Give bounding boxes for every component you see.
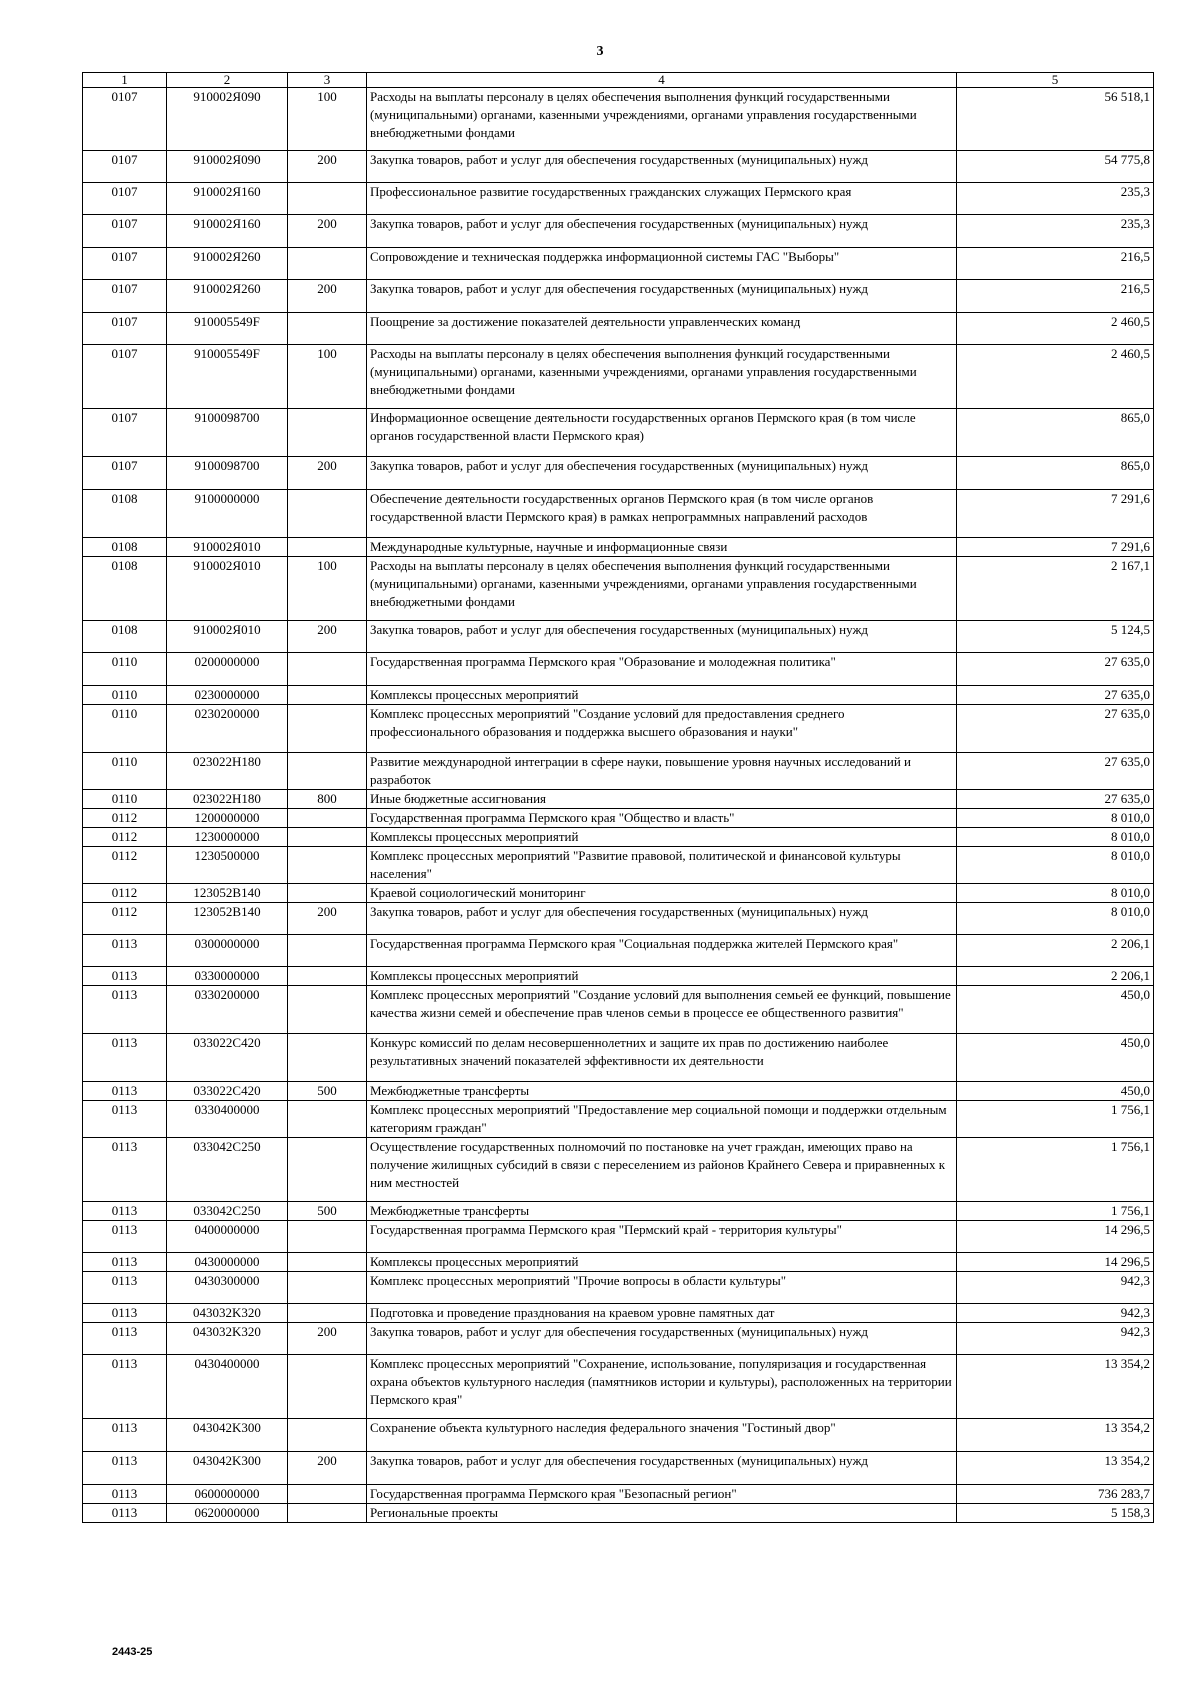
table-row <box>83 847 1154 884</box>
table-row <box>83 986 1154 1034</box>
section-code-cell: 0113 <box>83 1504 167 1523</box>
description-cell: Расходы на выплаты персоналу в целях обеспечения выполнения функций государственными (муниципальными) органами, казенными учреждениями, органами управления государственными внебюджетными фондами <box>367 88 957 151</box>
section-code-cell: 0110 <box>83 753 167 790</box>
table-row <box>83 248 1154 280</box>
section-code-cell: 0110 <box>83 705 167 753</box>
target-article-cell: 9100098700 <box>167 409 288 457</box>
table-row <box>83 1504 1154 1523</box>
amount-cell: 450,0 <box>957 986 1154 1034</box>
section-code-cell: 0107 <box>83 183 167 215</box>
amount-cell: 235,3 <box>957 215 1154 248</box>
description-cell: Сопровождение и техническая поддержка информационной системы ГАС "Выборы" <box>367 248 957 280</box>
expense-type-cell: 200 <box>288 903 367 935</box>
target-article-cell: 033042C250 <box>167 1202 288 1221</box>
table-row <box>83 1138 1154 1202</box>
table-row <box>83 621 1154 653</box>
table-row <box>83 686 1154 705</box>
amount-cell: 27 635,0 <box>957 686 1154 705</box>
description-cell: Государственная программа Пермского края "Безопасный регион" <box>367 1485 957 1504</box>
target-article-cell: 023022H180 <box>167 790 288 809</box>
amount-cell: 865,0 <box>957 457 1154 490</box>
target-article-cell: 0430000000 <box>167 1253 288 1272</box>
description-cell: Профессиональное развитие государственных гражданских служащих Пермского края <box>367 183 957 215</box>
target-article-cell: 910002Я260 <box>167 248 288 280</box>
page-number: 3 <box>596 44 604 59</box>
section-code-cell: 0108 <box>83 490 167 538</box>
expense-type-cell <box>288 828 367 847</box>
target-article-cell: 0330200000 <box>167 986 288 1034</box>
description-cell: Закупка товаров, работ и услуг для обеспечения государственных (муниципальных) нужд <box>367 621 957 653</box>
section-code-cell: 0113 <box>83 1272 167 1304</box>
section-code-cell: 0113 <box>83 1304 167 1323</box>
table-row <box>83 809 1154 828</box>
section-code-cell: 0112 <box>83 809 167 828</box>
expense-type-cell <box>288 1419 367 1452</box>
target-article-cell: 033042C250 <box>167 1138 288 1202</box>
expense-type-cell <box>288 967 367 986</box>
expense-type-cell <box>288 183 367 215</box>
amount-cell: 8 010,0 <box>957 903 1154 935</box>
expense-type-cell <box>288 809 367 828</box>
description-cell: Комплекс процессных мероприятий "Создание условий для выполнения семьей ее функций, повышение качества жизни семей и обеспечение прав членов семьи в процессе ее общественного развития" <box>367 986 957 1034</box>
target-article-cell: 910002Я260 <box>167 280 288 313</box>
section-code-cell: 0107 <box>83 248 167 280</box>
section-code-cell: 0113 <box>83 1452 167 1485</box>
description-cell: Комплексы процессных мероприятий <box>367 828 957 847</box>
description-cell: Осуществление государственных полномочий по постановке на учет граждан, имеющих право на получение жилищных субсидий в связи с переселением из районов Крайнего Севера и приравненных к ним местностей <box>367 1138 957 1202</box>
description-cell: Закупка товаров, работ и услуг для обеспечения государственных (муниципальных) нужд <box>367 903 957 935</box>
table-row <box>83 345 1154 409</box>
expense-type-cell <box>288 1355 367 1419</box>
target-article-cell: 033022C420 <box>167 1082 288 1101</box>
amount-cell: 1 756,1 <box>957 1138 1154 1202</box>
description-cell: Закупка товаров, работ и услуг для обеспечения государственных (муниципальных) нужд <box>367 215 957 248</box>
table-row <box>83 88 1154 151</box>
expense-type-cell <box>288 705 367 753</box>
expense-type-cell: 200 <box>288 215 367 248</box>
table-row <box>83 1202 1154 1221</box>
amount-cell: 27 635,0 <box>957 753 1154 790</box>
expense-type-cell <box>288 1034 367 1082</box>
expense-type-cell <box>288 884 367 903</box>
section-code-cell: 0113 <box>83 1221 167 1253</box>
section-code-cell: 0113 <box>83 1101 167 1138</box>
description-cell: Расходы на выплаты персоналу в целях обеспечения выполнения функций государственными (муниципальными) органами, казенными учреждениями, органами управления государственными внебюджетными фондами <box>367 345 957 409</box>
amount-cell: 8 010,0 <box>957 809 1154 828</box>
section-code-cell: 0113 <box>83 1323 167 1355</box>
amount-cell: 1 756,1 <box>957 1101 1154 1138</box>
expense-type-cell <box>288 1221 367 1253</box>
section-code-cell: 0110 <box>83 686 167 705</box>
amount-cell: 14 296,5 <box>957 1221 1154 1253</box>
section-code-cell: 0112 <box>83 828 167 847</box>
section-code-cell: 0107 <box>83 313 167 345</box>
amount-cell: 14 296,5 <box>957 1253 1154 1272</box>
expense-type-cell <box>288 1485 367 1504</box>
section-code-cell: 0113 <box>83 1034 167 1082</box>
target-article-cell: 0330400000 <box>167 1101 288 1138</box>
table-row <box>83 1253 1154 1272</box>
table-row <box>83 1304 1154 1323</box>
target-article-cell: 910005549F <box>167 345 288 409</box>
table-row <box>83 557 1154 621</box>
expense-type-cell <box>288 409 367 457</box>
amount-cell: 942,3 <box>957 1272 1154 1304</box>
table-row <box>83 1323 1154 1355</box>
column-header-4: 4 <box>367 73 957 88</box>
table-row <box>83 409 1154 457</box>
target-article-cell: 1230500000 <box>167 847 288 884</box>
target-article-cell: 910002Я090 <box>167 151 288 183</box>
target-article-cell: 043032K320 <box>167 1323 288 1355</box>
document-code: 2443-25 <box>112 1646 153 1658</box>
expense-type-cell: 100 <box>288 88 367 151</box>
amount-cell: 8 010,0 <box>957 884 1154 903</box>
description-cell: Закупка товаров, работ и услуг для обеспечения государственных (муниципальных) нужд <box>367 151 957 183</box>
table-row <box>83 705 1154 753</box>
column-header-5: 5 <box>957 73 1154 88</box>
table-row <box>83 1485 1154 1504</box>
amount-cell: 8 010,0 <box>957 828 1154 847</box>
section-code-cell: 0112 <box>83 847 167 884</box>
description-cell: Закупка товаров, работ и услуг для обеспечения государственных (муниципальных) нужд <box>367 280 957 313</box>
table-row <box>83 1034 1154 1082</box>
column-header-2: 2 <box>167 73 288 88</box>
amount-cell: 5 158,3 <box>957 1504 1154 1523</box>
description-cell: Закупка товаров, работ и услуг для обеспечения государственных (муниципальных) нужд <box>367 1323 957 1355</box>
amount-cell: 2 206,1 <box>957 967 1154 986</box>
target-article-cell: 0300000000 <box>167 935 288 967</box>
section-code-cell: 0107 <box>83 457 167 490</box>
section-code-cell: 0113 <box>83 967 167 986</box>
amount-cell: 450,0 <box>957 1034 1154 1082</box>
description-cell: Межбюджетные трансферты <box>367 1082 957 1101</box>
table-row <box>83 183 1154 215</box>
expense-type-cell: 100 <box>288 345 367 409</box>
amount-cell: 13 354,2 <box>957 1452 1154 1485</box>
amount-cell: 1 756,1 <box>957 1202 1154 1221</box>
expense-type-cell: 800 <box>288 790 367 809</box>
description-cell: Иные бюджетные ассигнования <box>367 790 957 809</box>
description-cell: Обеспечение деятельности государственных органов Пермского края (в том числе органов государственной власти Пермского края) в рамках непрограммных направлений расходов <box>367 490 957 538</box>
amount-cell: 235,3 <box>957 183 1154 215</box>
expense-type-cell <box>288 986 367 1034</box>
table-row <box>83 215 1154 248</box>
target-article-cell: 9100098700 <box>167 457 288 490</box>
target-article-cell: 033022C420 <box>167 1034 288 1082</box>
amount-cell: 450,0 <box>957 1082 1154 1101</box>
target-article-cell: 0620000000 <box>167 1504 288 1523</box>
table-row <box>83 828 1154 847</box>
expense-type-cell <box>288 847 367 884</box>
amount-cell: 13 354,2 <box>957 1419 1154 1452</box>
target-article-cell: 043032K320 <box>167 1304 288 1323</box>
amount-cell: 27 635,0 <box>957 653 1154 686</box>
amount-cell: 27 635,0 <box>957 705 1154 753</box>
expense-type-cell <box>288 1138 367 1202</box>
description-cell: Международные культурные, научные и информационные связи <box>367 538 957 557</box>
description-cell: Краевой социологический мониторинг <box>367 884 957 903</box>
section-code-cell: 0107 <box>83 345 167 409</box>
section-code-cell: 0113 <box>83 1355 167 1419</box>
target-article-cell: 910002Я010 <box>167 557 288 621</box>
expense-type-cell: 500 <box>288 1082 367 1101</box>
description-cell: Государственная программа Пермского края "Общество и власть" <box>367 809 957 828</box>
expense-type-cell: 200 <box>288 151 367 183</box>
expense-type-cell: 200 <box>288 280 367 313</box>
section-code-cell: 0113 <box>83 1082 167 1101</box>
target-article-cell: 910002Я010 <box>167 621 288 653</box>
target-article-cell: 9100000000 <box>167 490 288 538</box>
section-code-cell: 0113 <box>83 1253 167 1272</box>
table-row <box>83 1272 1154 1304</box>
table-body <box>83 88 1154 1523</box>
amount-cell: 216,5 <box>957 248 1154 280</box>
description-cell: Развитие международной интеграции в сфере науки, повышение уровня научных исследований и разработок <box>367 753 957 790</box>
table-row <box>83 1452 1154 1485</box>
amount-cell: 736 283,7 <box>957 1485 1154 1504</box>
amount-cell: 2 460,5 <box>957 313 1154 345</box>
expense-type-cell <box>288 753 367 790</box>
description-cell: Комплекс процессных мероприятий "Сохранение, использование, популяризация и государственная охрана объектов культурного наследия (памятников истории и культуры), расположенных на территории Пермского края" <box>367 1355 957 1419</box>
section-code-cell: 0113 <box>83 1485 167 1504</box>
target-article-cell: 123052B140 <box>167 884 288 903</box>
table-row <box>83 1221 1154 1253</box>
amount-cell: 5 124,5 <box>957 621 1154 653</box>
table-row <box>83 490 1154 538</box>
column-header-1: 1 <box>83 73 167 88</box>
table-row <box>83 280 1154 313</box>
target-article-cell: 910005549F <box>167 313 288 345</box>
section-code-cell: 0110 <box>83 653 167 686</box>
amount-cell: 216,5 <box>957 280 1154 313</box>
description-cell: Государственная программа Пермского края "Пермский край - территория культуры" <box>367 1221 957 1253</box>
target-article-cell: 0430400000 <box>167 1355 288 1419</box>
section-code-cell: 0113 <box>83 935 167 967</box>
budget-table <box>82 72 1154 1523</box>
expense-type-cell <box>288 935 367 967</box>
section-code-cell: 0107 <box>83 409 167 457</box>
description-cell: Расходы на выплаты персоналу в целях обеспечения выполнения функций государственными (муниципальными) органами, казенными учреждениями, органами управления государственными внебюджетными фондами <box>367 557 957 621</box>
target-article-cell: 0430300000 <box>167 1272 288 1304</box>
amount-cell: 865,0 <box>957 409 1154 457</box>
expense-type-cell: 200 <box>288 1452 367 1485</box>
target-article-cell: 910002Я090 <box>167 88 288 151</box>
amount-cell: 7 291,6 <box>957 490 1154 538</box>
target-article-cell: 0600000000 <box>167 1485 288 1504</box>
expense-type-cell: 200 <box>288 1323 367 1355</box>
target-article-cell: 1200000000 <box>167 809 288 828</box>
target-article-cell: 910002Я160 <box>167 215 288 248</box>
expense-type-cell: 500 <box>288 1202 367 1221</box>
description-cell: Государственная программа Пермского края "Социальная поддержка жителей Пермского края" <box>367 935 957 967</box>
table-row <box>83 457 1154 490</box>
expense-type-cell: 200 <box>288 457 367 490</box>
target-article-cell: 023022H180 <box>167 753 288 790</box>
description-cell: Сохранение объекта культурного наследия федерального значения "Гостиный двор" <box>367 1419 957 1452</box>
table-row <box>83 653 1154 686</box>
section-code-cell: 0113 <box>83 1202 167 1221</box>
description-cell: Подготовка и проведение празднования на краевом уровне памятных дат <box>367 1304 957 1323</box>
section-code-cell: 0113 <box>83 1419 167 1452</box>
section-code-cell: 0108 <box>83 621 167 653</box>
section-code-cell: 0113 <box>83 1138 167 1202</box>
table-row <box>83 1082 1154 1101</box>
description-cell: Комплексы процессных мероприятий <box>367 967 957 986</box>
target-article-cell: 0400000000 <box>167 1221 288 1253</box>
section-code-cell: 0110 <box>83 790 167 809</box>
target-article-cell: 0230000000 <box>167 686 288 705</box>
section-code-cell: 0108 <box>83 538 167 557</box>
description-cell: Комплекс процессных мероприятий "Создание условий для предоставления среднего профессионального образования и поддержка высшего образования и науки" <box>367 705 957 753</box>
amount-cell: 13 354,2 <box>957 1355 1154 1419</box>
description-cell: Комплексы процессных мероприятий <box>367 1253 957 1272</box>
target-article-cell: 910002Я010 <box>167 538 288 557</box>
amount-cell: 942,3 <box>957 1304 1154 1323</box>
section-code-cell: 0108 <box>83 557 167 621</box>
column-header-3: 3 <box>288 73 367 88</box>
amount-cell: 942,3 <box>957 1323 1154 1355</box>
table-row <box>83 790 1154 809</box>
table-row <box>83 1355 1154 1419</box>
amount-cell: 2 206,1 <box>957 935 1154 967</box>
table-row <box>83 903 1154 935</box>
expense-type-cell <box>288 1253 367 1272</box>
expense-type-cell <box>288 538 367 557</box>
section-code-cell: 0107 <box>83 280 167 313</box>
section-code-cell: 0107 <box>83 151 167 183</box>
description-cell: Комплекс процессных мероприятий "Развитие правовой, политической и финансовой культуры населения" <box>367 847 957 884</box>
expense-type-cell <box>288 1272 367 1304</box>
description-cell: Комплексы процессных мероприятий <box>367 686 957 705</box>
target-article-cell: 123052B140 <box>167 903 288 935</box>
table-row <box>83 884 1154 903</box>
table-row <box>83 1101 1154 1138</box>
expense-type-cell: 100 <box>288 557 367 621</box>
expense-type-cell <box>288 248 367 280</box>
section-code-cell: 0107 <box>83 88 167 151</box>
description-cell: Информационное освещение деятельности государственных органов Пермского края (в том числе органов государственной власти Пермского края) <box>367 409 957 457</box>
description-cell: Комплекс процессных мероприятий "Прочие вопросы в области культуры" <box>367 1272 957 1304</box>
section-code-cell: 0112 <box>83 903 167 935</box>
column-header-row <box>83 73 1154 88</box>
description-cell: Закупка товаров, работ и услуг для обеспечения государственных (муниципальных) нужд <box>367 457 957 490</box>
target-article-cell: 1230000000 <box>167 828 288 847</box>
expense-type-cell <box>288 686 367 705</box>
expense-type-cell: 200 <box>288 621 367 653</box>
amount-cell: 54 775,8 <box>957 151 1154 183</box>
amount-cell: 7 291,6 <box>957 538 1154 557</box>
description-cell: Региональные проекты <box>367 1504 957 1523</box>
description-cell: Конкурс комиссий по делам несовершеннолетних и защите их прав по достижению наиболее результативных значений показателей эффективности их деятельности <box>367 1034 957 1082</box>
section-code-cell: 0113 <box>83 986 167 1034</box>
expense-type-cell <box>288 1504 367 1523</box>
target-article-cell: 043042K300 <box>167 1452 288 1485</box>
table-row <box>83 753 1154 790</box>
table-row <box>83 1419 1154 1452</box>
expense-type-cell <box>288 1304 367 1323</box>
expense-type-cell <box>288 490 367 538</box>
amount-cell: 2 460,5 <box>957 345 1154 409</box>
table-row <box>83 935 1154 967</box>
expense-type-cell <box>288 1101 367 1138</box>
description-cell: Комплекс процессных мероприятий "Предоставление мер социальной помощи и поддержки отдельным категориям граждан" <box>367 1101 957 1138</box>
amount-cell: 8 010,0 <box>957 847 1154 884</box>
table-row <box>83 538 1154 557</box>
description-cell: Поощрение за достижение показателей деятельности управленческих команд <box>367 313 957 345</box>
target-article-cell: 0200000000 <box>167 653 288 686</box>
section-code-cell: 0112 <box>83 884 167 903</box>
amount-cell: 2 167,1 <box>957 557 1154 621</box>
table-row <box>83 313 1154 345</box>
amount-cell: 56 518,1 <box>957 88 1154 151</box>
table-row <box>83 967 1154 986</box>
description-cell: Закупка товаров, работ и услуг для обеспечения государственных (муниципальных) нужд <box>367 1452 957 1485</box>
expense-type-cell <box>288 653 367 686</box>
description-cell: Межбюджетные трансферты <box>367 1202 957 1221</box>
target-article-cell: 043042K300 <box>167 1419 288 1452</box>
amount-cell: 27 635,0 <box>957 790 1154 809</box>
target-article-cell: 0230200000 <box>167 705 288 753</box>
target-article-cell: 910002Я160 <box>167 183 288 215</box>
expense-type-cell <box>288 313 367 345</box>
section-code-cell: 0107 <box>83 215 167 248</box>
table-row <box>83 151 1154 183</box>
target-article-cell: 0330000000 <box>167 967 288 986</box>
description-cell: Государственная программа Пермского края "Образование и молодежная политика" <box>367 653 957 686</box>
